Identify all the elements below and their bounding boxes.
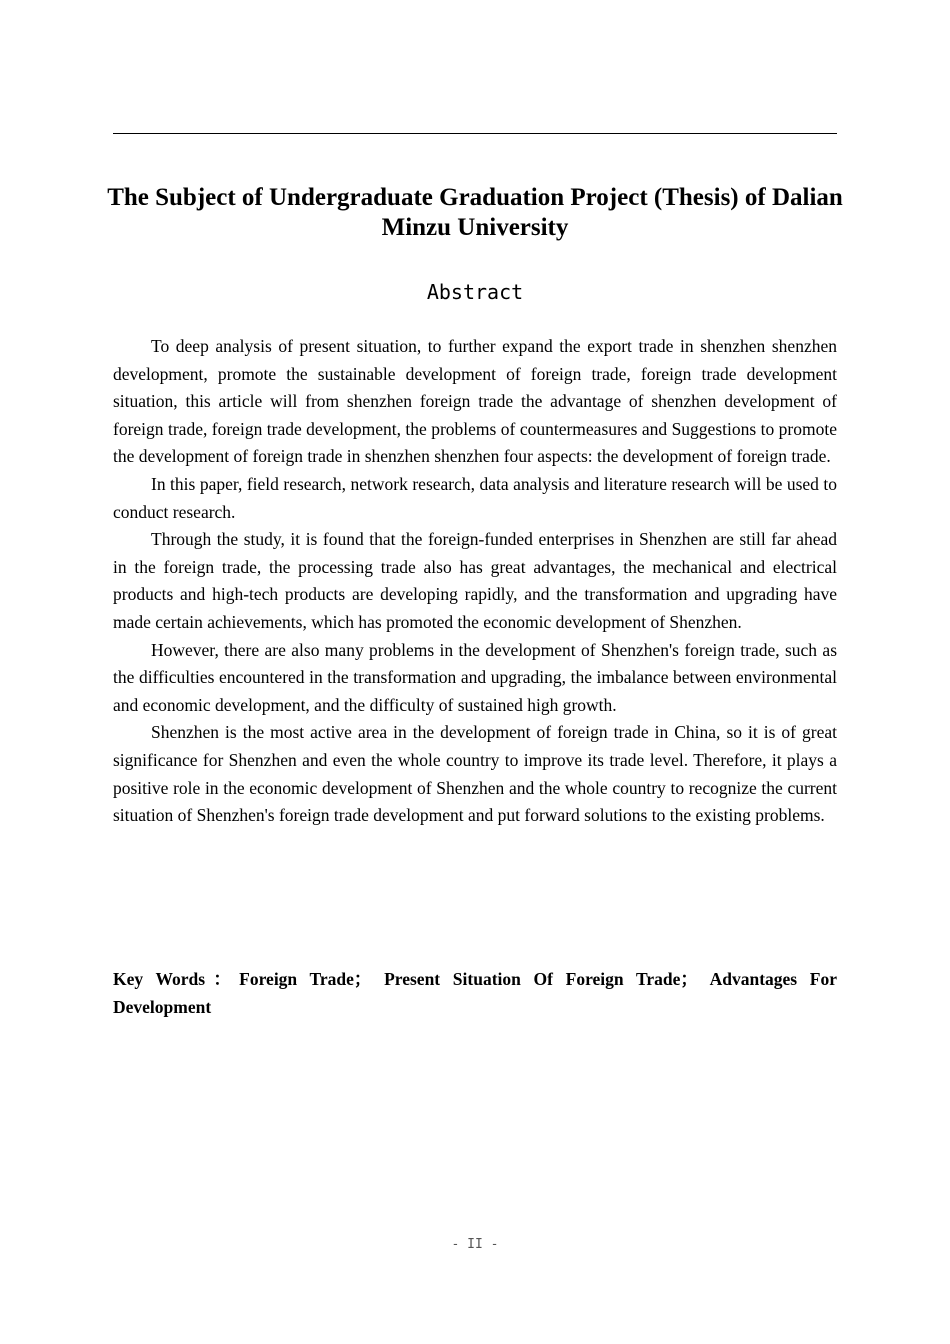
- abstract-paragraph-3: Through the study, it is found that the foreign-funded enterprises in Shenzhen are still far ahead in the foreign trade, the processing trade also has great advantages, the mechanical and electrical products and high-tech products are developing rapidly, and the transformation and upgrading have made certain achievements, which has promoted the economic development of Shenzhen.: [113, 529, 837, 632]
- abstract-paragraph-4: However, there are also many problems in the development of Shenzhen's foreign trade, such as the difficulties encountered in the transformation and upgrading, the imbalance between environmental and economic development, and the difficulty of sustained high growth.: [113, 639, 837, 715]
- abstract-paragraph-1: To deep analysis of present situation, to further expand the export trade in shenzhen shenzhen development, promote the sustainable development of foreign trade, foreign trade development situation, this article will from shenzhen foreign trade the advantage of shenzhen development of foreign trade, foreign trade development, the problems of countermeasures and Suggestions to promote the development of foreign trade in shenzhen shenzhen four aspects: the development of foreign trade.: [113, 336, 837, 467]
- abstract-paragraph-2: In this paper, field research, network research, data analysis and literature research will be used to conduct research.: [113, 473, 837, 522]
- thesis-title: The Subject of Undergraduate Graduation Project (Thesis) of Dalian Minzu University: [107, 184, 843, 241]
- header-rule: [113, 133, 837, 134]
- page-number: - II -: [451, 1237, 499, 1252]
- keywords-line: Key Words：Foreign Trade； Present Situation Of Foreign Trade； Advantages For Development: [113, 969, 837, 1017]
- abstract-heading: Abstract: [426, 280, 524, 304]
- abstract-body: [113, 333, 837, 830]
- abstract-paragraph-5: Shenzhen is the most active area in the development of foreign trade in China, so it is of great significance for Shenzhen and even the whole country to improve its trade level. Therefore, it plays a positive role in the economic development of Shenzhen and the whole country to recognize the current situation of Shenzhen's foreign trade development and put forward solutions to the existing problems.: [113, 722, 837, 826]
